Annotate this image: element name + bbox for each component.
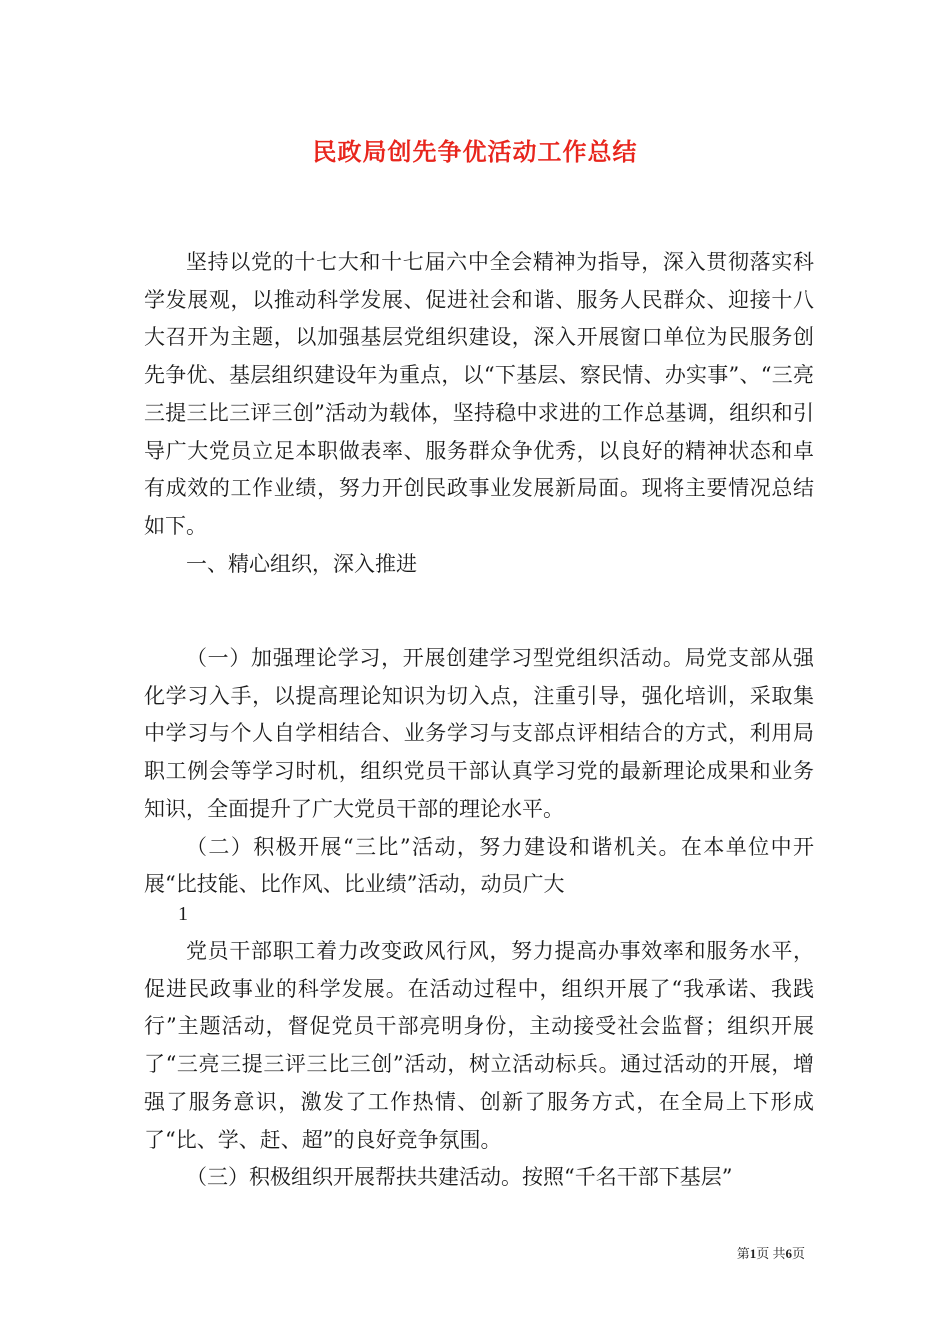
intro-block [144, 244, 814, 583]
item-1-paragraph: （一）加强理论学习，开展创建学习型党组织活动。局党支部从强化学习入手，以提高理论知识为切入点，注重引导，强化培训，采取集中学习与个人自学相结合、业务学习与支部点评相结合的方式，利用局职工例会等学习时机，组织党员干部认真学习党的最新理论成果和业务知识，全面提升了广大党员干部的理论水平。 [144, 646, 814, 821]
item-3-paragraph-start: （三）积极组织开展帮扶共建活动。按照“千名干部下基层” [186, 1165, 733, 1190]
page-title: 民政局创先争优活动工作总结 [312, 137, 638, 166]
footer-current-page: 1 [749, 1246, 757, 1261]
footer-prefix: 第 [736, 1246, 750, 1261]
section-heading-1: 一、精心组织，深入推进 [186, 551, 417, 576]
section1-block [144, 640, 814, 904]
page-footer [737, 1243, 805, 1262]
footer-suffix: 页 [791, 1246, 805, 1261]
footer-middle: 页 共 [756, 1246, 786, 1261]
item-2-paragraph-start: （二）积极开展“三比”活动，努力建设和谐机关。在本单位中开展“比技能、比作风、比业绩”活动，动员广大 [144, 834, 814, 897]
intro-paragraph: 坚持以党的十七大和十七届六中全会精神为指导，深入贯彻落实科学发展观，以推动科学发展、促进社会和谐、服务人民群众、迎接十八大召开为主题，以加强基层党组织建设，深入开展窗口单位为民服务创先争优、基层组织建设年为重点，以“下基层、察民情、办实事”、“三亮三提三比三评三创”活动为载体，坚持稳中求进的工作总基调，组织和引导广大党员立足本职做表率、服务群众争优秀，以良好的精神状态和卓有成效的工作业绩，努力开创民政事业发展新局面。现将主要情况总结如下。 [144, 250, 814, 538]
continued-block [144, 933, 814, 1197]
item-2-paragraph-cont: 党员干部职工着力改变政风行风，努力提高办事效率和服务水平，促进民政事业的科学发展。在活动过程中，组织开展了“我承诺、我践行”主题活动，督促党员干部亮明身份，主动接受社会监督；组织开展了“三亮三提三评三比三创”活动，树立活动标兵。通过活动的开展，增强了服务意识，激发了工作热情、创新了服务方式，在全局上下形成了“比、学、赶、超”的良好竞争氛围。 [144, 939, 814, 1152]
footer-total-pages: 6 [785, 1246, 792, 1261]
page-break-number: 1 [178, 903, 188, 925]
